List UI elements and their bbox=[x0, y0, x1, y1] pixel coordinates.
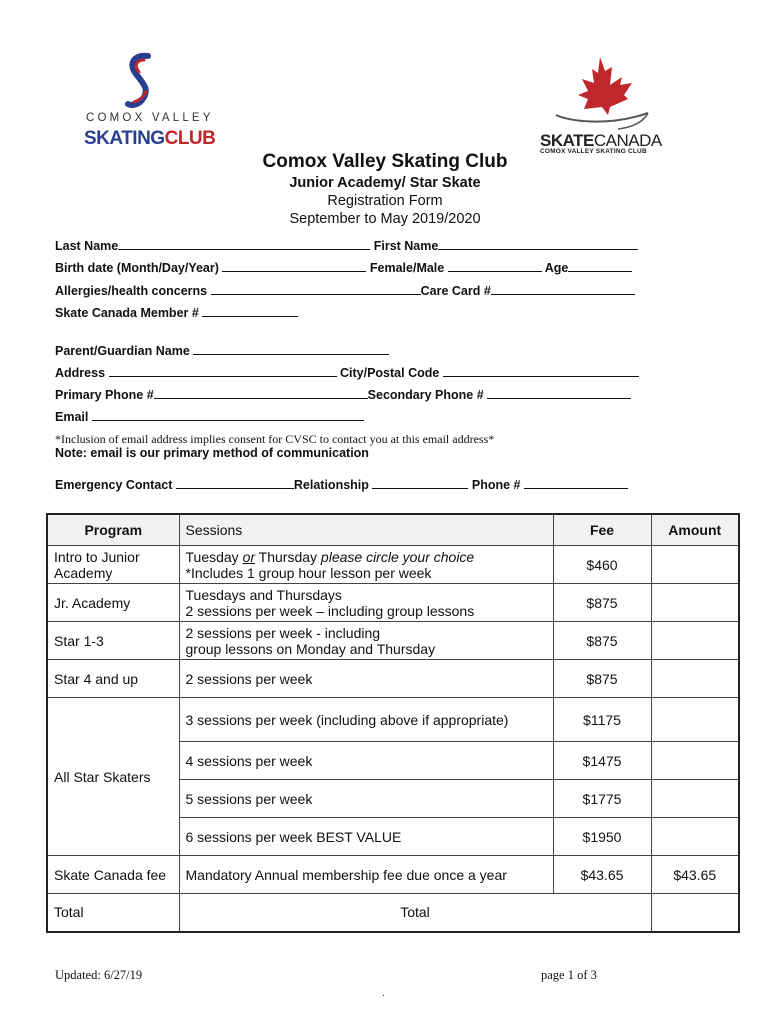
female-male-label: Female/Male bbox=[369, 261, 445, 275]
birth-row bbox=[55, 260, 632, 275]
fee-cell: $875 bbox=[553, 622, 651, 660]
address-field[interactable] bbox=[109, 365, 337, 377]
allergies-field[interactable] bbox=[211, 283, 421, 295]
fee-cell: $875 bbox=[553, 660, 651, 698]
emergency-row bbox=[55, 477, 628, 492]
last-name-label: Last Name bbox=[55, 239, 119, 253]
fee-cell: $1775 bbox=[553, 780, 651, 818]
sessions-line2: group lessons on Monday and Thursday bbox=[185, 640, 436, 657]
total-label-cell: Total bbox=[47, 894, 179, 932]
page-number: page 1 of 3 bbox=[541, 968, 597, 982]
name-row bbox=[55, 238, 638, 253]
updated-date: Updated: 6/27/19 bbox=[55, 968, 143, 982]
relationship-field[interactable] bbox=[372, 477, 468, 489]
care-card-label: Care Card # bbox=[420, 284, 491, 298]
sessions-cell bbox=[179, 584, 553, 622]
city-postal-field[interactable] bbox=[443, 365, 639, 377]
consent-text: *Inclusion of email address implies consent for CVSC to contact you at this email address* bbox=[55, 432, 495, 446]
amount-cell[interactable] bbox=[651, 622, 739, 660]
skate-canada-member-label: Skate Canada Member # bbox=[55, 306, 199, 320]
emergency-contact-field[interactable] bbox=[176, 477, 294, 489]
fee-cell: $1175 bbox=[553, 698, 651, 742]
sessions-cell bbox=[179, 622, 553, 660]
age-label: Age bbox=[544, 261, 569, 275]
amount-cell[interactable] bbox=[651, 698, 739, 742]
sessions-cell: 4 sessions per week bbox=[179, 742, 553, 780]
sessions-line2: *Includes 1 group hour lesson per week bbox=[185, 564, 432, 581]
program-cell: Jr. Academy bbox=[47, 584, 179, 622]
total-row bbox=[47, 894, 739, 932]
form-name: Registration Form bbox=[327, 193, 443, 209]
table-row bbox=[47, 622, 739, 660]
table-row bbox=[47, 660, 739, 698]
address-label: Address bbox=[55, 366, 106, 380]
address-row bbox=[55, 365, 639, 380]
amount-cell[interactable] bbox=[651, 660, 739, 698]
sessions-cell: 6 sessions per week BEST VALUE bbox=[179, 818, 553, 856]
table-row bbox=[47, 698, 739, 742]
total-center-cell: Total bbox=[179, 894, 651, 932]
amount-cell[interactable] bbox=[651, 780, 739, 818]
fee-cell: $875 bbox=[553, 584, 651, 622]
amount-cell: $43.65 bbox=[651, 856, 739, 894]
program-cell: Skate Canada fee bbox=[47, 856, 179, 894]
city-postal-label: City/Postal Code bbox=[340, 366, 440, 380]
program-cell-all-star: All Star Skaters bbox=[47, 698, 179, 856]
logo-text-skating-club bbox=[84, 128, 215, 150]
subtitle: Junior Academy/ Star Skate bbox=[289, 175, 481, 191]
fee-cell: $43.65 bbox=[553, 856, 651, 894]
fee-cell: $1475 bbox=[553, 742, 651, 780]
secondary-phone-field[interactable] bbox=[487, 387, 631, 399]
footer-dot: . bbox=[382, 988, 385, 999]
program-cell: Star 4 and up bbox=[47, 660, 179, 698]
relationship-label: Relationship bbox=[293, 478, 369, 492]
program-cell: Intro to Junior Academy bbox=[47, 546, 179, 584]
sessions-cell: 3 sessions per week (including above if appropriate) bbox=[179, 698, 553, 742]
header-program: Program bbox=[47, 514, 179, 546]
total-amount-cell[interactable] bbox=[651, 894, 739, 932]
skate-canada-member-row bbox=[55, 305, 298, 320]
first-name-label: First Name bbox=[373, 239, 439, 253]
emergency-contact-label: Emergency Contact bbox=[55, 478, 173, 492]
logo-text-canada: CANADA bbox=[593, 131, 662, 150]
logo-text-skate: SKATE bbox=[540, 131, 594, 150]
primary-phone-field[interactable] bbox=[154, 387, 368, 399]
first-name-field[interactable] bbox=[438, 238, 638, 250]
note-text: Note: email is our primary method of communication bbox=[55, 446, 369, 460]
amount-cell[interactable] bbox=[651, 818, 739, 856]
maple-leaf-icon bbox=[548, 55, 658, 135]
table-row bbox=[47, 584, 739, 622]
table-header-row bbox=[47, 514, 739, 546]
header-amount: Amount bbox=[651, 514, 739, 546]
skate-canada-logo bbox=[538, 55, 698, 155]
logo-text-comox-valley: COMOX VALLEY bbox=[86, 112, 214, 124]
fee-table bbox=[46, 513, 740, 933]
sessions-line2: 2 sessions per week – including group lessons bbox=[185, 602, 475, 619]
sessions-tuesday[interactable]: Tuesday bbox=[185, 548, 243, 565]
sessions-cell: 5 sessions per week bbox=[179, 780, 553, 818]
table-row bbox=[47, 546, 739, 584]
amount-cell[interactable] bbox=[651, 742, 739, 780]
logo-text-cvsc: COMOX VALLEY SKATING CLUB bbox=[540, 148, 647, 155]
sessions-cell: 2 sessions per week bbox=[179, 660, 553, 698]
parent-guardian-field[interactable] bbox=[193, 343, 389, 355]
sessions-cell bbox=[179, 546, 553, 584]
parent-row bbox=[55, 343, 389, 358]
fee-cell: $460 bbox=[553, 546, 651, 584]
comox-valley-skating-club-logo bbox=[82, 52, 216, 152]
header-sessions: Sessions bbox=[179, 514, 553, 546]
emergency-phone-field[interactable] bbox=[524, 477, 628, 489]
sessions-or: or bbox=[242, 548, 256, 565]
amount-cell[interactable] bbox=[651, 584, 739, 622]
sessions-cell: Mandatory Annual membership fee due once a year bbox=[179, 856, 553, 894]
fee-cell: $1950 bbox=[553, 818, 651, 856]
phone-label: Phone # bbox=[471, 478, 521, 492]
sessions-thursday[interactable]: Thursday bbox=[255, 548, 321, 565]
allergies-row bbox=[55, 283, 635, 298]
birth-date-field[interactable] bbox=[222, 260, 366, 272]
phone-row bbox=[55, 387, 631, 402]
secondary-phone-label: Secondary Phone # bbox=[367, 388, 484, 402]
age-field[interactable] bbox=[568, 260, 632, 272]
header-fee: Fee bbox=[553, 514, 651, 546]
care-card-field[interactable] bbox=[491, 283, 635, 295]
parent-guardian-label: Parent/Guardian Name bbox=[55, 344, 190, 358]
birth-date-label: Birth date (Month/Day/Year) bbox=[55, 261, 219, 275]
email-row bbox=[55, 409, 364, 424]
allergies-label: Allergies/health concerns bbox=[55, 284, 208, 298]
program-cell: Star 1-3 bbox=[47, 622, 179, 660]
amount-cell[interactable] bbox=[651, 546, 739, 584]
logo-text-club: CLUB bbox=[164, 128, 216, 149]
season: September to May 2019/2020 bbox=[289, 211, 481, 227]
table-row bbox=[47, 856, 739, 894]
primary-phone-label: Primary Phone # bbox=[55, 388, 154, 402]
last-name-field[interactable] bbox=[118, 238, 370, 250]
female-male-field[interactable] bbox=[448, 260, 542, 272]
email-label: Email bbox=[55, 410, 89, 424]
sessions-circle-note: please circle your choice bbox=[320, 548, 475, 565]
skater-s-icon bbox=[120, 52, 160, 110]
sessions-line1: Tuesdays and Thursdays bbox=[185, 586, 342, 603]
sessions-line1: 2 sessions per week - including bbox=[185, 624, 381, 641]
skate-canada-member-field[interactable] bbox=[202, 305, 298, 317]
page-title: Comox Valley Skating Club bbox=[262, 151, 508, 172]
email-field[interactable] bbox=[92, 409, 364, 421]
logo-text-skating: SKATING bbox=[84, 128, 165, 149]
